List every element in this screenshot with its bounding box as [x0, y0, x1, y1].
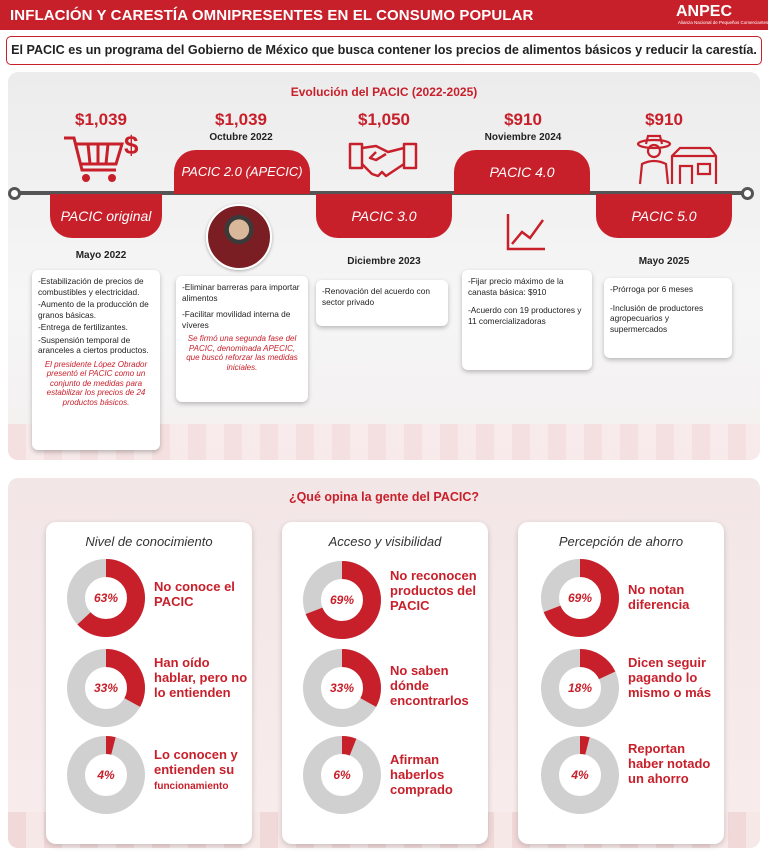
stat-text-main: Lo conocen y entienden su	[154, 747, 238, 777]
donut-percent: 69%	[567, 591, 593, 605]
stage-3-card	[316, 280, 448, 326]
stage-1-item: -Aumento de la producción de granos básicas.	[38, 299, 149, 320]
donut-percent: 63%	[93, 591, 119, 605]
stage-4-item: -Fijar precio máximo de la canasta básica: $910	[468, 276, 564, 297]
opinion-card-title: Percepción de ahorro	[558, 534, 684, 549]
stat-description	[154, 747, 249, 794]
donut-percent: 18%	[567, 681, 593, 695]
stage-4-date: Noviembre 2024	[484, 132, 562, 143]
stat-description: Reportan haber notado un ahorro	[628, 741, 711, 786]
stage-1-item: -Estabilización de precios de combustibles y electricidad.	[38, 276, 144, 297]
stage-1-item: -Entrega de fertilizantes.	[38, 322, 128, 332]
trend-chart-icon	[505, 212, 547, 252]
donut-percent: 4%	[571, 768, 589, 782]
stage-2-price: $1,039	[215, 110, 267, 129]
stage-2-item: -Facilitar movilidad interna de víveres	[182, 309, 291, 330]
stage-1-item: -Suspensión temporal de aranceles a ciertos productos.	[38, 334, 149, 355]
donut-percent: 4%	[97, 768, 115, 782]
stage-5-item: -Inclusión de productores agropecuarios y supermercados	[610, 302, 704, 334]
stage-5-pill: PACIC 5.0	[596, 194, 732, 238]
logo-subtitle: Alianza Nacional de Pequeños Comerciantes	[678, 20, 768, 25]
stage-4-pill: PACIC 4.0	[454, 150, 590, 194]
stage-2-card	[176, 276, 308, 402]
stat-description: No reconocen productos del PACIC	[390, 568, 477, 613]
page-title: INFLACIÓN Y CARESTÍA OMNIPRESENTES EN EL CONSUMO POPULAR	[10, 7, 534, 24]
stage-1-card	[32, 270, 160, 450]
svg-text:$: $	[124, 130, 139, 160]
stage-5-price: $910	[645, 110, 683, 129]
stat-description: No conoce el PACIC	[154, 579, 235, 609]
stat-description: Han oído hablar, pero no lo entienden	[154, 655, 248, 700]
stage-1-date: Mayo 2022	[75, 250, 127, 261]
stat-description: Afirman haberlos comprado	[390, 752, 453, 797]
stage-3-pill: PACIC 3.0	[316, 194, 452, 238]
shopping-cart-icon	[62, 130, 142, 188]
timeline-end-dot	[741, 187, 754, 200]
stat-description: No saben dónde encontrarlos	[390, 663, 469, 708]
intro-banner: El PACIC es un programa del Gobierno de México que busca contener los precios de alimentos básicos y reducir la carestía.	[6, 36, 762, 65]
farmer-store-icon	[636, 134, 720, 186]
stat-text-small: funcionamiento	[154, 781, 229, 792]
opinion-card-title: Nivel de conocimiento	[85, 534, 213, 549]
timeline-title: Evolución del PACIC (2022-2025)	[290, 85, 478, 99]
stage-2-note: Se firmó una segunda fase del PACIC, denominada APECIC, que buscó reforzar las medidas iniciales.	[186, 334, 298, 372]
donut-percent: 33%	[93, 681, 119, 695]
opinion-title: ¿Qué opina la gente del PACIC?	[288, 490, 480, 504]
stage-2-date: Octubre 2022	[209, 132, 273, 143]
stage-5-item: -Prórroga por 6 meses	[610, 284, 694, 294]
stage-1-price: $1,039	[75, 110, 127, 129]
handshake-icon	[348, 138, 418, 182]
opinion-card-title: Acceso y visibilidad	[328, 534, 442, 549]
stage-3-item: -Renovación del acuerdo con sector privado	[322, 286, 430, 307]
stage-5-date: Mayo 2025	[638, 256, 690, 267]
stage-3-date: Diciembre 2023	[347, 256, 421, 267]
stage-2-item: -Eliminar barreras para importar alimentos	[182, 282, 300, 303]
donut-percent: 33%	[329, 681, 355, 695]
stage-1-pill: PACIC original	[50, 194, 162, 238]
timeline-start-dot	[8, 187, 21, 200]
stat-description: Dicen seguir pagando lo mismo o más	[628, 655, 712, 700]
anpec-logo: ANPEC	[676, 3, 733, 20]
stage-5-card	[604, 278, 732, 358]
donut-percent: 69%	[329, 593, 355, 607]
donut-percent: 6%	[333, 768, 351, 782]
president-photo	[206, 204, 272, 270]
stage-3-price: $1,050	[358, 110, 410, 129]
stat-description: No notan diferencia	[628, 582, 690, 612]
stage-4-price: $910	[504, 110, 542, 129]
stage-2-pill: PACIC 2.0 (APECIC)	[174, 150, 310, 194]
stage-4-item: -Acuerdo con 19 productores y 11 comercializadoras	[468, 305, 582, 326]
stage-4-card	[462, 270, 592, 370]
stage-1-note: El presidente López Obrador presentó el PACIC como un conjunto de medidas para estabilizar los precios de 24 productos básicos.	[44, 359, 148, 407]
